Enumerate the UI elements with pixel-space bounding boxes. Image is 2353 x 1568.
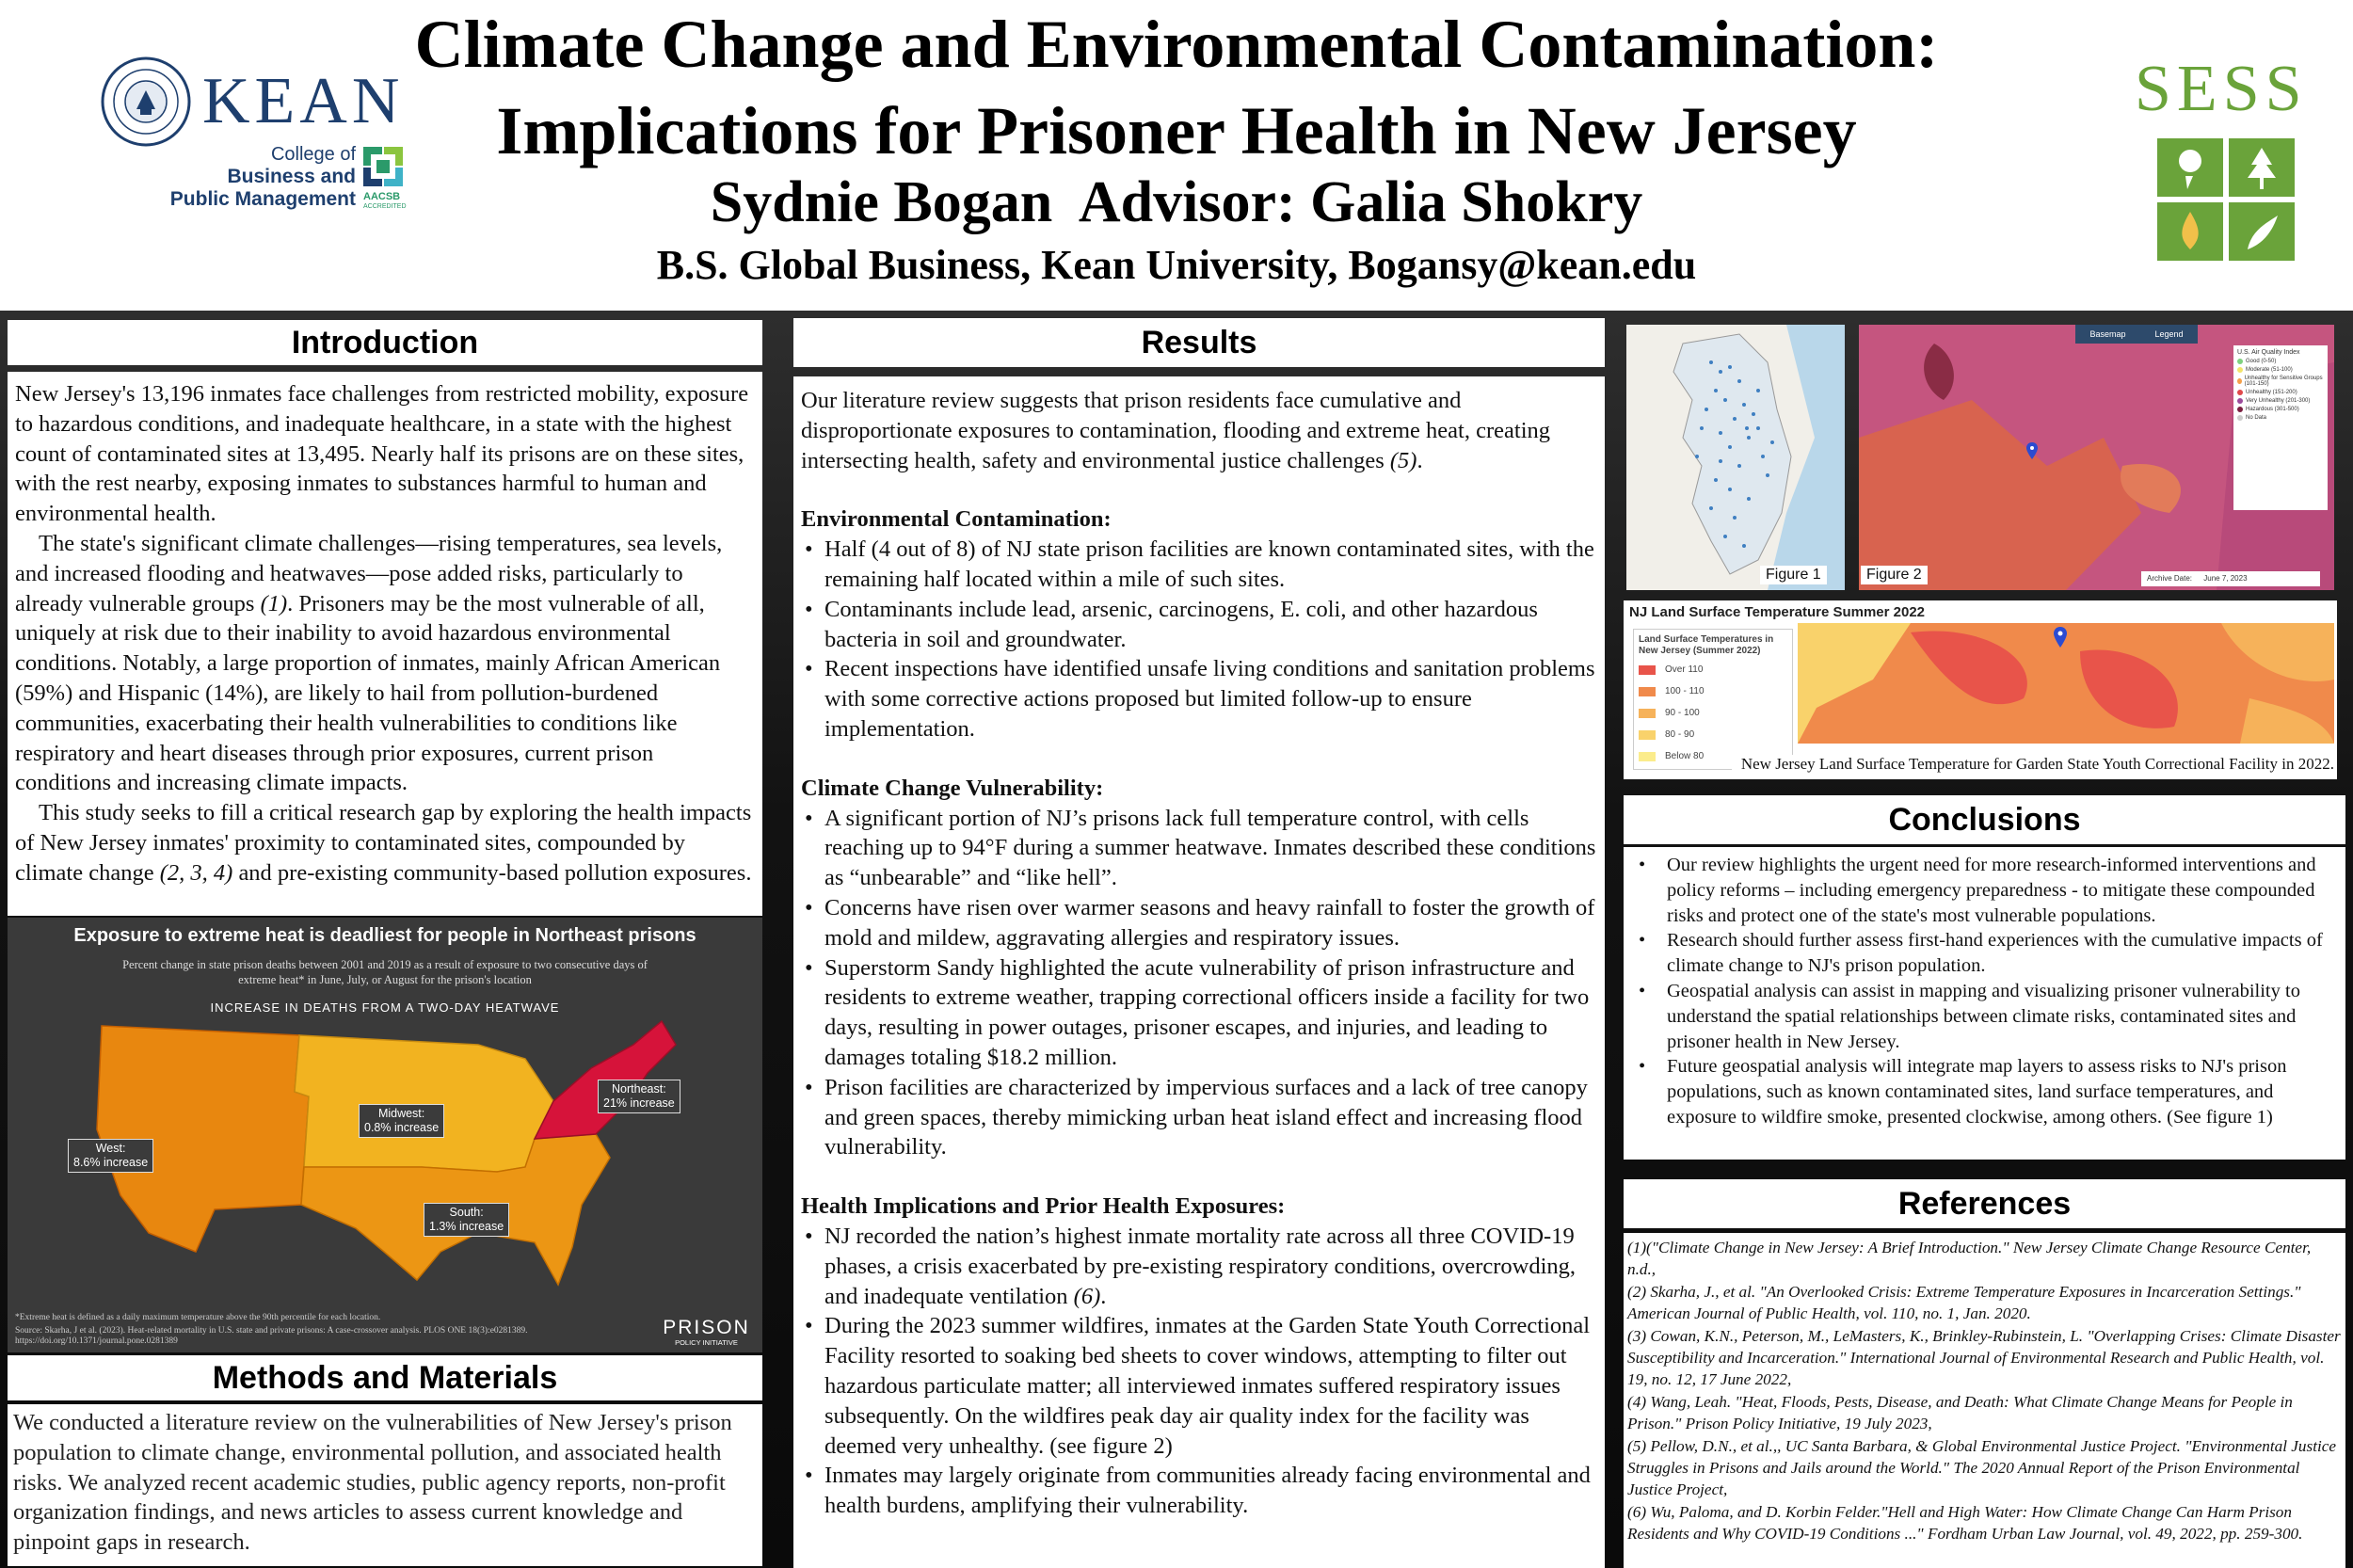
location-pin-icon (2026, 442, 2038, 459)
college-name: College of Business and Public Management (169, 144, 356, 210)
conclusions-heading: Conclusions (1624, 795, 2345, 844)
location-pin-icon (2054, 627, 2067, 648)
list-item: • Geospatial analysis can assist in mapping and visualizing prisoner vulnerability to understand the spatial relationships between climate risks, contaminated sites and prisoner health in New Jersey. (1629, 979, 2340, 1054)
references-heading: References (1624, 1179, 2345, 1228)
reference-item: (1)("Climate Change in New Jersey: A Brief Introduction." New Jersey Climate Change Resource Center, n.d., (1627, 1239, 2312, 1279)
reference-item: (6) Wu, Paloma, and D. Korbin Felder."Hell and High Water: How Climate Change Can Harm Prison Residents and Why COVID-19 Conditions ..." Fordham Urban Law Journal, vol. 49, 2022, pp. 259-300. (1627, 1502, 2303, 1544)
heat-map-source: Source: Skarha, J et al. (2023). Heat-related mortality in U.S. state and private prisons: A case-crossover analysis. PLOS ONE 18(3):e0281389. https://doi.org/10.1371/journal.pone.0281389 (15, 1326, 528, 1346)
heat-map-figure (8, 918, 762, 1352)
reference-item: (2) Skarha, J., et al. "An Overlooked Crisis: Extreme Temperature Exposures in Incarceration Settings." American Journal of Public Health, vol. 110, no. 1, Jan. 2020. (1627, 1282, 2301, 1323)
kean-wordmark: KEAN (202, 65, 405, 137)
aacsb-logo-icon (363, 147, 403, 186)
northeast-region-label: Northeast: 21% increase (598, 1080, 680, 1113)
introduction-para2: The state's significant climate challenges—rising temperatures, sea levels, and increased flooding and heatwaves—pose added risks, particularly to already vulnerable groups (1). Prisoners may be the most vulnerable of all, uniquely at risk due to their inability to avoid hazardous environmental conditions. Notably, a large proportion of inmates, mainly African American (59%) and Hispanic (14%), are likely to hail from pollution-burdened communities, exacerbating their health vulnerabilities to conditions like respiratory and heart diseases through prior exposures, current prison conditions and increasing climate impacts. (15, 530, 723, 796)
kean-logo (99, 55, 419, 224)
lst-legend: Land Surface Temperatures in New Jersey (Summer 2022) Over 110 100 - 110 90 - 100 80 - 90 Below 80 (1633, 629, 1793, 770)
figure-2-legend: U.S. Air Quality Index Good (0-50) Moderate (51-100) Unhealthy for Sensitive Groups (101-150) Unhealthy (151-200) Very Unhealthy (201-300) Hazardous (301-500) No Data (2233, 345, 2328, 510)
figure-1-label: Figure 1 (1760, 566, 1827, 584)
list-item: • Research should further assess first-hand experiences with the cumulative impacts of climate change to NJ's prison population. (1629, 928, 2340, 979)
reference-item: (4) Wang, Leah. "Heat, Floods, Pests, Disease, and Death: What Climate Change Means for People in Prison." Prison Policy Initiative, 19 July 2023, (1627, 1392, 2293, 1433)
env-contamination-list (801, 535, 1597, 744)
aacsb-badge: AACSB ACCREDITED (363, 147, 420, 211)
sess-wordmark: SESS (2135, 53, 2308, 125)
results-intro: Our literature review suggests that prison residents face cumulative and disproportionate exposures to contamination, flooding and extreme heat, creating intersecting health, safety and environmental justice challenges (5). (801, 388, 1551, 473)
health-implications-list (801, 1222, 1597, 1521)
lst-figure (1624, 600, 2337, 779)
list-item: • Inmates may largely originate from communities already facing environmental and health burdens, amplifying their vulnerability. (801, 1461, 1597, 1521)
list-item: • Recent inspections have identified unsafe living conditions and sanitation problems with some corrective actions proposed but limited follow-up to ensure implementation. (801, 654, 1597, 744)
nj-sites-map-icon (1626, 325, 1845, 590)
archive-date-bar: Archive Date: June 7, 2023 (2141, 571, 2320, 586)
lst-caption: New Jersey Land Surface Temperature for Garden State Youth Correctional Facility in 2022. (1732, 755, 2334, 774)
list-item: • Our review highlights the urgent need for more research-informed interventions and policy reforms – including emergency preparedness - to mitigate these compounded risks and protect one of the state's most vulnerable populations. (1629, 853, 2340, 928)
heat-map-footnote: *Extreme heat is defined as a daily maximum temperature above the 90th percentile for each location. (15, 1313, 381, 1322)
methods-panel (8, 1404, 762, 1566)
list-item: • Future geospatial analysis will integrate map layers to assess risks to NJ's prison populations, such as known contaminated sites, land surface temperatures, and exposure to wildfire smoke, presented clockwise, among others. (See figure 1) (1629, 1054, 2340, 1129)
reference-item: (5) Pellow, D.N., et al.,, UC Santa Barbara, & Global Environmental Justice Project. "Environmental Justice Struggles in Prisons and Jails around the World." The 2020 Annual Report of the Prison Environmental Justice Project, (1627, 1436, 2336, 1499)
introduction-para1: New Jersey's 13,196 inmates face challenges from restricted mobility, exposure to hazardous conditions, and inadequate healthcare, in a state with the highest count of contaminated sites at 13,495. Nearly half its prisons are on these sites, with the rest nearby, exposing inmates to substances harmful to human and environmental health. (15, 381, 749, 527)
figure-2-label: Figure 2 (1861, 566, 1928, 584)
list-item: • A significant portion of NJ’s prisons lack full temperature control, with cells reaching up to 94°F during a summer heatwave. Inmates described these conditions as “unbearable” and “like hell”. (801, 804, 1597, 893)
authors-line: Sydnie Bogan Advisor: Galia Shokry (710, 170, 1643, 234)
list-item: • Prison facilities are characterized by impervious surfaces and a lack of tree canopy and green spaces, thereby mimicking urban heat island effect and increasing flood vulnerability. (801, 1073, 1597, 1162)
poster-title-line1: Climate Change and Environmental Contamination: (414, 7, 1939, 82)
legend-tab[interactable]: Legend (2154, 329, 2184, 339)
list-item: • During the 2023 summer wildfires, inmates at the Garden State Youth Correctional Facility resorted to soaking bed sheets to cover windows, attempting to filter out hazardous particulate matter; all interviewed inmates suffered respiratory issues subsequently. On the wildfires peak day air quality index for the facility was deemed very unhealthy. (see figure 2) (801, 1311, 1597, 1461)
conclusions-list (1629, 853, 2340, 1130)
list-item: • Half (4 out of 8) of NJ state prison facilities are known contaminated sites, with the remaining half located within a mile of such sites. (801, 535, 1597, 595)
introduction-para3: This study seeks to fill a critical research gap by exploring the health impacts of New Jersey inmates' proximity to contaminated sites, compounded by climate change (2, 3, 4) and pre-existing community-based pollution exposures. (15, 800, 752, 886)
heat-map-title: Exposure to extreme heat is deadliest for people in Northeast prisons (73, 925, 696, 946)
climate-vulnerability-list (801, 804, 1597, 1163)
reference-item: (3) Cowan, K.N., Peterson, M., LeMasters, K., Brinkley-Rubinstein, L. "Overlapping Crises: Climate Disaster Susceptibility and Incarceration." International Journal of Environmental Research and Public Health, vol. 19, no. 12, 17 June 2022, (1627, 1326, 2341, 1389)
prison-policy-logo: PRISON POLICY INITIATIVE (663, 1317, 750, 1347)
list-item: • Superstorm Sandy highlighted the acute vulnerability of prison infrastructure and residents to extreme weather, trapping correctional officers inside a facility for two days, resulting in power outages, prisoner escapes, and injuries, and leading to damages totaling $18.2 million. (801, 953, 1597, 1073)
climate-vulnerability-heading: Climate Change Vulnerability: (801, 775, 1104, 801)
references-panel (1624, 1233, 2345, 1568)
conclusions-panel (1624, 847, 2345, 1160)
figure-2-toolbar (2075, 325, 2198, 344)
sess-emblem-icon (2157, 138, 2298, 266)
heat-map-map-title: INCREASE IN DEATHS FROM A TWO-DAY HEATWAVE (210, 1000, 560, 1015)
figure-2-map (1859, 325, 2334, 590)
poster-header (0, 0, 2353, 311)
results-heading: Results (793, 318, 1605, 367)
list-item: • Contaminants include lead, arsenic, carcinogens, E. coli, and other hazardous bacteria in soil and groundwater. (801, 595, 1597, 655)
south-region-label: South: 1.3% increase (424, 1203, 509, 1237)
basemap-tab[interactable]: Basemap (2089, 329, 2126, 339)
health-implications-heading: Health Implications and Prior Health Exposures: (801, 1193, 1286, 1220)
lst-title: NJ Land Surface Temperature Summer 2022 (1629, 604, 1926, 620)
poster-title-line2: Implications for Prisoner Health in New Jersey (496, 93, 1857, 168)
affiliation-line: B.S. Global Business, Kean University, Bogansy@kean.edu (656, 242, 1697, 288)
midwest-region-label: Midwest: 0.8% increase (359, 1104, 444, 1138)
list-item: • Concerns have risen over warmer seasons and heavy rainfall to foster the growth of mold and mildew, aggravating allergies and respiratory issues. (801, 893, 1597, 953)
figure-1-map (1626, 325, 1845, 590)
list-item: • NJ recorded the nation’s highest inmate mortality rate across all three COVID-19 phases, a crisis exacerbated by pre-existing respiratory conditions, overcrowding, and inadequate ventilation (6). (801, 1222, 1597, 1311)
west-region-label: West: 8.6% increase (68, 1139, 153, 1173)
kean-seal-icon (99, 55, 193, 149)
us-region-map (83, 1016, 704, 1289)
env-contamination-heading: Environmental Contamination: (801, 506, 1112, 533)
results-panel (793, 376, 1605, 1568)
methods-text: We conducted a literature review on the vulnerabilities of New Jersey's prison population to climate change, environmental pollution, and associated health risks. We analyzed recent academic studies, public agency reports, non-profit organization findings, and news articles to assess current knowledge and pinpoint gaps in research. (13, 1410, 732, 1556)
sess-logo (2135, 52, 2323, 278)
introduction-panel (8, 372, 762, 916)
methods-heading: Methods and Materials (8, 1355, 762, 1400)
heat-map-subtitle: Percent change in state prison deaths between 2001 and 2019 as a result of exposure to two consecutive days of extreme heat* in June, July, or August for the prison's location (122, 958, 648, 986)
introduction-heading: Introduction (8, 320, 762, 365)
